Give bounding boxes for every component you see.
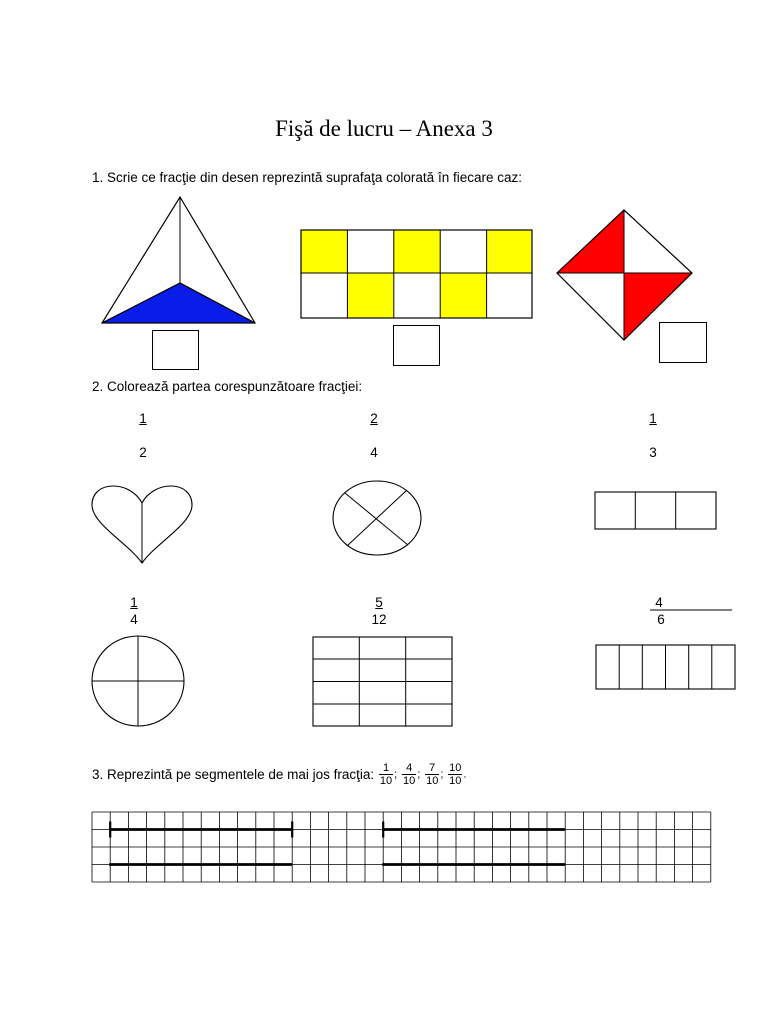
fraction-denominator: 10 [426, 775, 439, 787]
grid-cell [487, 273, 532, 318]
exercise-3-instruction [92, 762, 466, 787]
rectangle-grid-figure [301, 230, 532, 318]
fraction-denominator: 4 [370, 445, 378, 460]
fraction [425, 762, 439, 787]
fraction-numerator: 5 [375, 595, 383, 610]
exercise-2-instruction: 2. Colorează partea corespunzătoare fracţiei: [92, 379, 363, 394]
fraction-denominator: 12 [371, 612, 387, 627]
grid-cell [347, 230, 393, 273]
fraction-denominator: 10 [449, 775, 462, 787]
fraction-numerator: 10 [449, 762, 462, 774]
exercise-1-instruction: 1. Scrie ce fracţie din desen reprezintă suprafaţa colorată în fiecare caz: [92, 170, 522, 185]
grid-cell-colored [301, 230, 347, 273]
fraction-numerator: 4 [655, 595, 663, 610]
grid-twelfths-figure [313, 637, 452, 726]
fraction-numerator: 1 [379, 762, 393, 775]
fraction-separator: . [463, 768, 467, 781]
segment-grid [92, 812, 711, 882]
answer-box-grid[interactable] [393, 325, 440, 366]
circle-x-figure [333, 481, 421, 555]
exercise-3-text: 3. Reprezintă pe segmentele de mai jos fracţia: [92, 767, 375, 782]
fraction-separator: ; [440, 768, 444, 781]
fraction-denominator: 10 [403, 775, 416, 787]
answer-box-diamond[interactable] [659, 322, 707, 363]
fraction-denominator: 4 [130, 612, 138, 627]
fraction-numerator: 1 [649, 411, 657, 426]
fraction-denominator: 10 [379, 775, 393, 787]
rectangle-sixths-figure [596, 645, 735, 689]
grid-cell-colored [394, 230, 440, 273]
fraction [402, 762, 416, 787]
triangle-colored-part [102, 283, 255, 323]
fraction-denominator: 3 [649, 445, 657, 460]
grid-cell-colored [347, 273, 393, 318]
fraction-numerator: 4 [402, 762, 416, 775]
grid-cell-colored [487, 230, 532, 273]
page-title: Fişă de lucru – Anexa 3 [275, 116, 493, 141]
grid-cell [440, 230, 486, 273]
fraction [379, 762, 393, 787]
fraction-numerator: 7 [425, 762, 439, 775]
heart-figure [92, 486, 192, 563]
fraction-denominator: 2 [139, 445, 147, 460]
grid-cell-colored [440, 273, 486, 318]
fraction-numerator: 2 [370, 411, 378, 426]
grid-cell [394, 273, 440, 318]
diamond-figure [557, 210, 692, 340]
fraction-separator: ; [417, 768, 421, 781]
fraction-separator: ; [394, 768, 398, 781]
fraction-denominator: 6 [657, 612, 665, 627]
answer-box-triangle[interactable] [152, 330, 199, 370]
grid-cell [301, 273, 347, 318]
fraction-numerator: 1 [139, 411, 147, 426]
circle-quarters-figure [92, 636, 184, 726]
rectangle-thirds-figure [595, 492, 716, 529]
fraction [448, 762, 462, 787]
fraction-numerator: 1 [130, 595, 138, 610]
triangle-figure [102, 197, 255, 323]
